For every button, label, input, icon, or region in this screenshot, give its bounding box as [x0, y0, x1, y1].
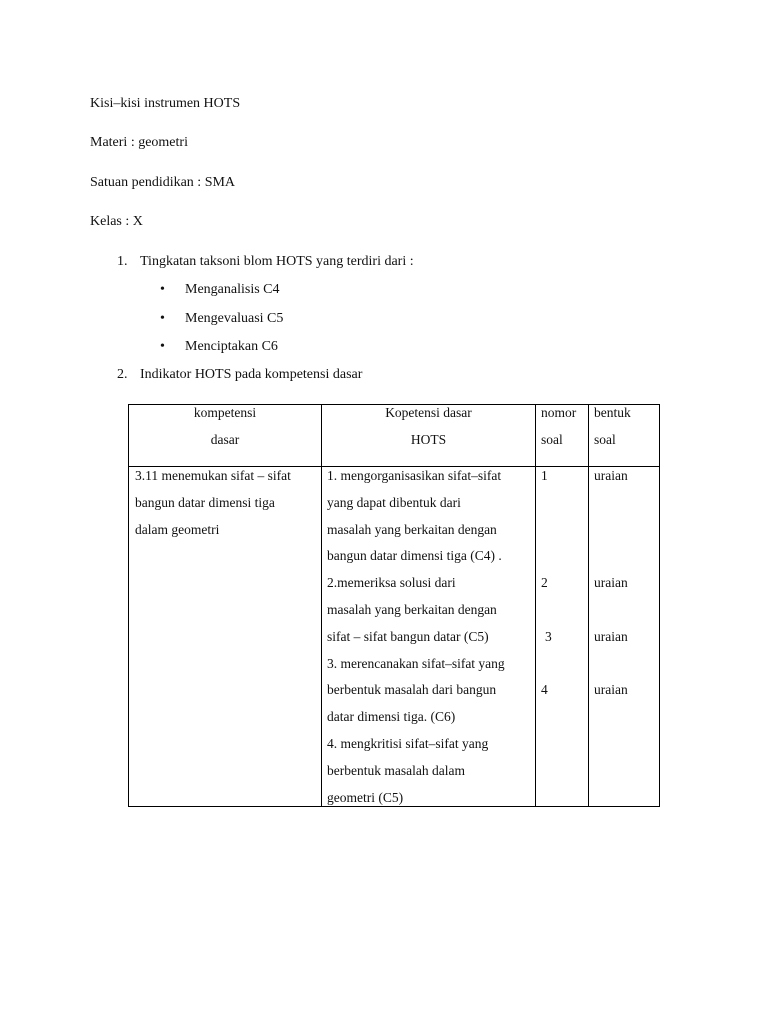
bentuk-3: uraian [594, 629, 628, 644]
header-bentuk-soal: bentuk soal [594, 405, 631, 447]
table-border [321, 404, 322, 807]
bullet-item: Menciptakan C6 [185, 339, 278, 354]
list-number-2: 2. [117, 367, 128, 382]
hots-table [128, 404, 660, 807]
list-number-1: 1. [117, 254, 128, 269]
list-item-1: Tingkatan taksoni blom HOTS yang terdiri dari : [140, 254, 414, 269]
list-item-2: Indikator HOTS pada kompetensi dasar [140, 367, 363, 382]
table-border [535, 404, 536, 807]
bentuk-4: uraian [594, 682, 628, 697]
header-kompetensi: kompetensi dasar [193, 405, 257, 447]
table-border [659, 404, 660, 807]
satuan-line: Satuan pendidikan : SMA [90, 175, 236, 190]
kelas-line: Kelas : X [90, 214, 143, 229]
document-title: Kisi–kisi instrumen HOTS [90, 96, 241, 111]
nomor-1: 1 [541, 468, 548, 483]
header-nomor-soal: nomor soal [541, 405, 577, 447]
hots-cell: 1. mengorganisasikan sifat–sifat yang dapat dibentuk dari masalah yang berkaitan dengan bangun datar dimensi tiga (C4) . 2.memeriksa solusi dari masalah yang berkaitan dengan sifat – sifat bangun datar (C5) 3. merencanakan sifat–sifat yang berbentuk masalah dari bangun datar dimensi tiga. (C6) 4. mengkritisi sifat–sifat yang berbentuk masalah dalam geometri (C5) [327, 468, 505, 805]
materi-line: Materi : geometri [90, 135, 188, 150]
bentuk-2: uraian [594, 575, 628, 590]
bentuk-1: uraian [594, 468, 628, 483]
nomor-2: 2 [541, 575, 548, 590]
bullet-item: Menganalisis C4 [185, 282, 280, 297]
table-border [588, 404, 589, 807]
header-kopetensi-hots: Kopetensi dasar HOTS [385, 405, 472, 447]
kd-cell: 3.11 menemukan sifat – sifat bangun datar dimensi tiga dalam geometri [135, 468, 291, 537]
nomor-3: 3 [545, 629, 552, 644]
nomor-4: 4 [541, 682, 548, 697]
bullet-icon: • [160, 311, 165, 326]
bullet-item: Mengevaluasi C5 [185, 311, 284, 326]
table-border [128, 404, 129, 807]
bullet-icon: • [160, 339, 165, 354]
bullet-icon: • [160, 282, 165, 297]
